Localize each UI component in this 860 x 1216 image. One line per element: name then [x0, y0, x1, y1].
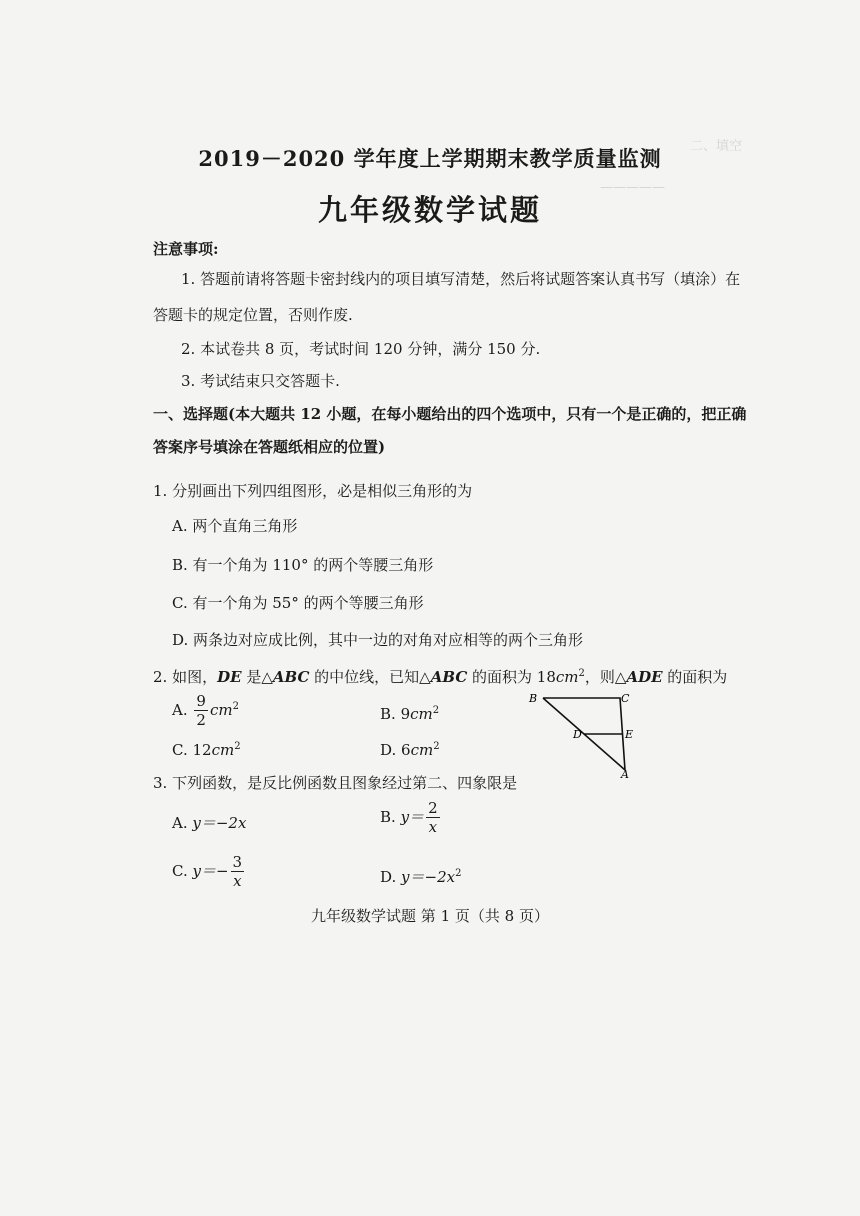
- q2-option-c: C. $12cm^2$: [172, 741, 241, 759]
- note-3: 3. 考试结束只交答题卡.: [181, 372, 340, 390]
- q3-option-d: D. $y=-2x^2$: [380, 868, 462, 886]
- q3-stem: 3. 下列函数，是反比例函数且图象经过第二、四象限是: [153, 774, 518, 792]
- label-c: C: [621, 692, 630, 705]
- exam-title: 2019－2020 学年度上学期期末教学质量监测: [198, 146, 662, 171]
- q3-option-b: B. y＝ $\frac{2}{x}$: [380, 799, 438, 836]
- section-heading-line1: 一、选择题(本大题共 12 小题，在每小题给出的四个选项中，只有一个是正确的，把正确: [153, 405, 747, 423]
- q2-option-d: D. $6cm^2$: [380, 741, 440, 759]
- q2-option-a: A. $\frac{9}{2}$ $cm^2$: [172, 692, 239, 729]
- q3-option-a: A. y＝−2x: [172, 814, 247, 832]
- label-d: D: [573, 728, 582, 741]
- exam-subtitle: 九年级数学试题: [317, 193, 542, 227]
- q1-option-a: A. 两个直角三角形: [172, 517, 298, 535]
- q1-stem: 1. 分别画出下列四组图形，必是相似三角形的为: [153, 482, 473, 500]
- q1-option-c: C. 有一个角为 55° 的两个等腰三角形: [172, 594, 424, 612]
- page-footer: 九年级数学试题 第 1 页（共 8 页）: [311, 907, 549, 925]
- triangle-figure: [525, 688, 645, 778]
- label-e: E: [625, 728, 634, 741]
- q2-stem: 2. 如图，DE 是△ABC 的中位线，已知△ABC 的面积为 $18cm^2$，则△ADE 的面积为: [153, 668, 728, 686]
- section-heading-line2: 答案序号填涂在答题纸相应的位置): [153, 438, 386, 456]
- note-2: 2. 本试卷共 8 页，考试时间 120 分钟，满分 150 分.: [181, 340, 541, 358]
- q2-option-b: B. $9cm^2$: [380, 705, 440, 723]
- label-a: A: [621, 768, 629, 778]
- note-1-line2: 答题卡的规定位置，否则作废.: [153, 306, 353, 324]
- note-1-line1: 1. 答题前请将答题卡密封线内的项目填写清楚，然后将试题答案认真书写（填涂）在: [181, 270, 741, 288]
- label-b: B: [529, 692, 538, 705]
- q3-option-c: C. y＝− $\frac{3}{x}$: [172, 853, 243, 890]
- q1-option-d: D. 两条边对应成比例，其中一边的对角对应相等的两个三角形: [172, 631, 584, 649]
- notes-heading: 注意事项:: [153, 240, 219, 258]
- q1-option-b: B. 有一个角为 110° 的两个等腰三角形: [172, 556, 434, 574]
